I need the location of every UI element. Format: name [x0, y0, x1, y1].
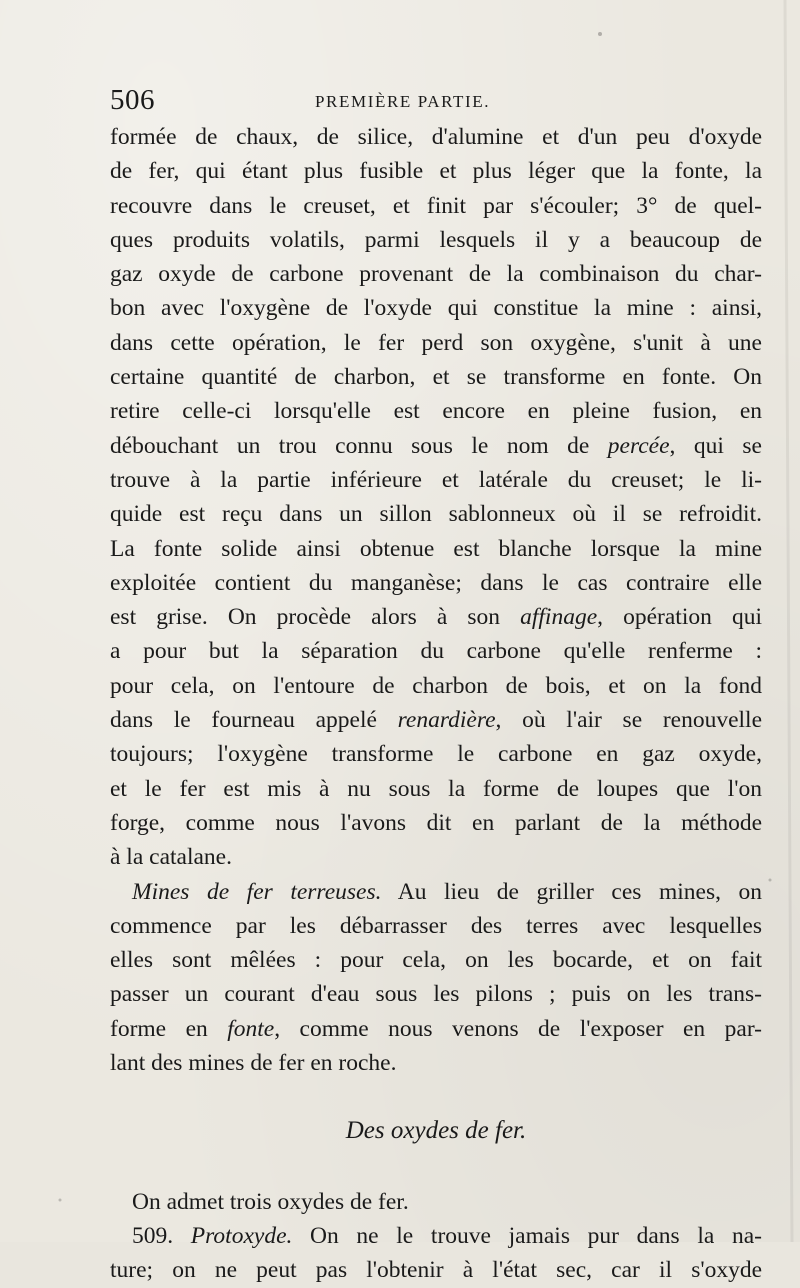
text-line: forge, comme nous l'avons dit en parlant de la méthode	[110, 809, 762, 836]
section-heading: Des oxydes de fer.	[345, 1117, 527, 1145]
text-line	[110, 600, 762, 634]
text-line: bon avec l'oxygène de l'oxyde qui constitue la mine : ainsi,	[110, 295, 762, 322]
body-text	[110, 120, 762, 1288]
text-line: pour cela, on l'entoure de charbon de bois, et on la fond	[110, 672, 762, 699]
text-line: de fer, qui étant plus fusible et plus léger que la fonte, la	[110, 158, 762, 185]
text-run: forme en	[110, 1015, 228, 1042]
text-line: a pour but la séparation du carbone qu'elle renferme :	[110, 638, 762, 665]
term-percee: percée	[607, 432, 670, 459]
text-line: passer un courant d'eau sous les pilons ; puis on les trans-	[110, 981, 762, 1008]
text-run: On ne le trouve jamais pur dans la na-	[292, 1222, 762, 1249]
text-line	[110, 875, 762, 909]
text-run: , qui se	[669, 432, 762, 459]
text-line: certaine quantité de charbon, et se transforme en fonte. On	[110, 364, 762, 391]
section-number: 509.	[132, 1222, 191, 1249]
term-fonte: fonte	[227, 1015, 275, 1042]
text-line: elles sont mêlées : pour cela, on les bocarde, et on fait	[110, 947, 762, 974]
text-line: ture; on ne peut pas l'obtenir à l'état sec, car il s'oxyde	[110, 1257, 762, 1284]
text-run: débouchant un trou connu sous le nom de	[110, 432, 608, 459]
text-line: trouve à la partie inférieure et latérale du creuset; le li-	[110, 466, 762, 493]
text-run: est grise. On procède alors à son	[110, 604, 521, 631]
text-line: quide est reçu dans un sillon sablonneux où il se refroidit.	[110, 501, 762, 528]
text-line	[110, 429, 762, 463]
text-line: On admet trois oxydes de fer.	[132, 1188, 409, 1215]
text-line	[110, 1012, 762, 1046]
text-line: gaz oxyde de carbone provenant de la combinaison du char-	[110, 261, 762, 288]
text-line: exploitée contient du manganèse; dans le cas contraire elle	[110, 569, 762, 596]
page-number: 506	[110, 84, 155, 116]
paragraph-smelting	[110, 120, 762, 875]
text-line: toujours; l'oxygène transforme le carbone en gaz oxyde,	[110, 741, 762, 768]
text-run: , où l'air se renouvelle	[495, 707, 762, 734]
term-renardiere: renardière	[397, 707, 496, 734]
term-affinage: affinage	[520, 604, 598, 631]
text-line: lant des mines de fer en roche.	[110, 1050, 397, 1077]
text-line: La fonte solide ainsi obtenue est blanche lorsque la mine	[110, 535, 762, 562]
term-protoxyde: Protoxyde.	[190, 1222, 293, 1249]
text-run: , comme nous venons de l'exposer en par-	[274, 1015, 762, 1042]
text-line: formée de chaux, de silice, d'alumine et d'un peu d'oxyde	[110, 124, 762, 150]
text-line	[110, 703, 762, 737]
paragraph-earthy-ores	[110, 875, 762, 1081]
text-line: recouvre dans le creuset, et finit par s'écouler; 3° de quel-	[110, 192, 762, 219]
text-line: et le fer est mis à nu sous la forme de loupes que l'on	[110, 775, 762, 802]
term-mines-terreuses: Mines de fer terreuses.	[132, 878, 382, 905]
text-line	[110, 1219, 762, 1253]
text-run: dans le fourneau appelé	[110, 707, 398, 734]
text-line: retire celle-ci lorsqu'elle est encore en pleine fusion, en	[110, 398, 762, 425]
text-line: commence par les débarrasser des terres avec lesquelles	[110, 912, 762, 939]
running-head	[110, 84, 762, 120]
paragraph-oxides	[110, 1185, 762, 1288]
text-line: dans cette opération, le fer perd son oxygène, s'unit à une	[110, 329, 762, 356]
text-line: ques produits volatils, parmi lesquels il y a beaucoup de	[110, 226, 762, 253]
text-run: , opération qui	[597, 604, 762, 631]
header-title: PREMIÈRE PARTIE.	[315, 92, 491, 111]
text-run: Au lieu de griller ces mines, on	[381, 878, 763, 905]
text-line: à la catalane.	[110, 844, 232, 871]
